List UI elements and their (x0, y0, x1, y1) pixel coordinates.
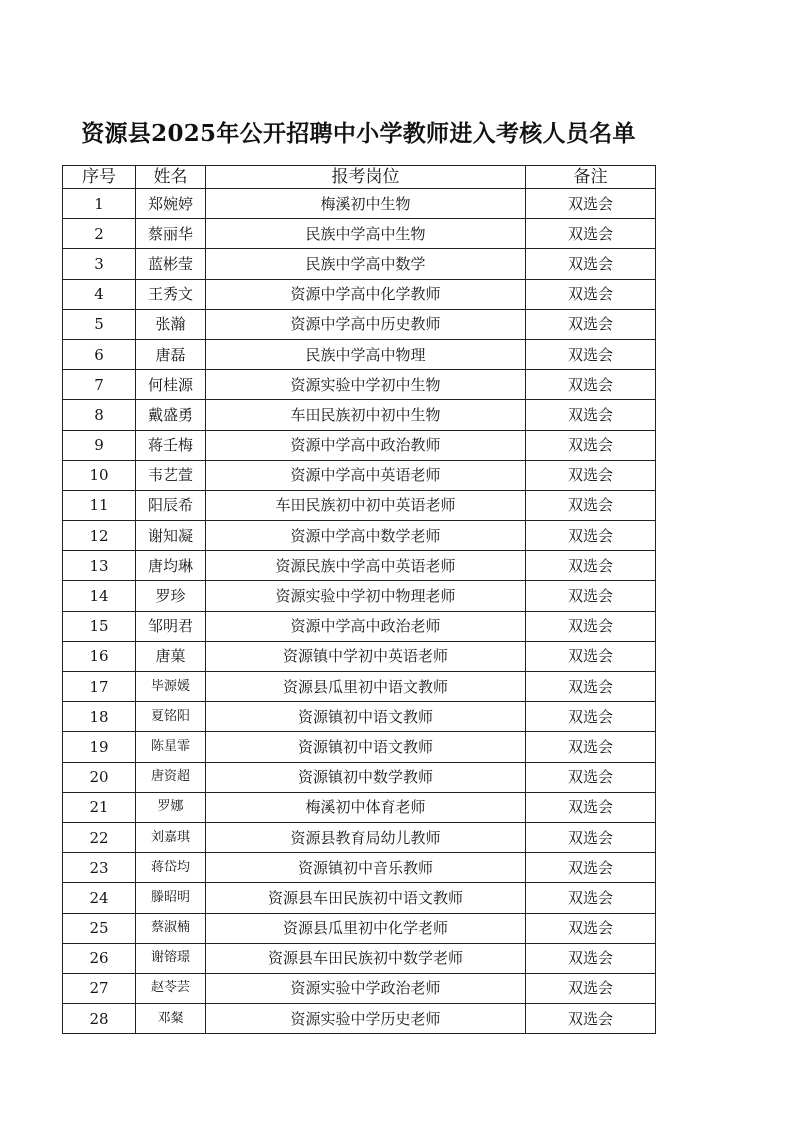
remark: 双选会 (526, 581, 656, 611)
candidate-name: 唐资超 (136, 762, 206, 792)
row-number: 23 (63, 853, 136, 883)
remark: 双选会 (526, 521, 656, 551)
applied-position: 资源中学高中历史教师 (206, 309, 526, 339)
remark: 双选会 (526, 1004, 656, 1034)
row-number: 25 (63, 913, 136, 943)
row-number: 1 (63, 189, 136, 219)
table-row (63, 913, 656, 943)
applied-position: 资源实验中学初中物理老师 (206, 581, 526, 611)
candidate-name: 邓粲 (136, 1004, 206, 1034)
row-number: 28 (63, 1004, 136, 1034)
row-number: 9 (63, 430, 136, 460)
row-number: 26 (63, 943, 136, 973)
row-number: 24 (63, 883, 136, 913)
table-header-row (63, 166, 656, 189)
remark: 双选会 (526, 792, 656, 822)
applied-position: 资源中学高中英语老师 (206, 460, 526, 490)
table-row (63, 883, 656, 913)
document-title: 资源县2025年公开招聘中小学教师进入考核人员名单 (81, 120, 636, 147)
applied-position: 资源民族中学高中英语老师 (206, 551, 526, 581)
applied-position: 资源中学高中数学老师 (206, 521, 526, 551)
remark: 双选会 (526, 611, 656, 641)
remark: 双选会 (526, 762, 656, 792)
candidate-name: 张瀚 (136, 309, 206, 339)
candidate-name: 陈星霏 (136, 732, 206, 762)
row-number: 7 (63, 370, 136, 400)
row-number: 13 (63, 551, 136, 581)
candidate-name: 谢镕璟 (136, 943, 206, 973)
applied-position: 资源中学高中政治老师 (206, 611, 526, 641)
candidate-name: 蔡淑楠 (136, 913, 206, 943)
remark: 双选会 (526, 943, 656, 973)
table-row (63, 611, 656, 641)
remark: 双选会 (526, 973, 656, 1003)
candidate-name: 唐磊 (136, 339, 206, 369)
remark: 双选会 (526, 309, 656, 339)
remark: 双选会 (526, 219, 656, 249)
candidate-name: 王秀文 (136, 279, 206, 309)
table-row (63, 792, 656, 822)
row-number: 11 (63, 490, 136, 520)
candidate-name: 罗娜 (136, 792, 206, 822)
table-row (63, 339, 656, 369)
remark: 双选会 (526, 249, 656, 279)
table-row (63, 219, 656, 249)
row-number: 6 (63, 339, 136, 369)
applied-position: 资源县教育局幼儿教师 (206, 822, 526, 852)
row-number: 18 (63, 702, 136, 732)
row-number: 8 (63, 400, 136, 430)
candidate-name: 滕昭明 (136, 883, 206, 913)
remark: 双选会 (526, 189, 656, 219)
header-remark: 备注 (526, 166, 656, 189)
remark: 双选会 (526, 702, 656, 732)
candidate-name: 刘嘉琪 (136, 822, 206, 852)
candidate-name: 罗珍 (136, 581, 206, 611)
applied-position: 梅溪初中生物 (206, 189, 526, 219)
table-row (63, 490, 656, 520)
table-row (63, 853, 656, 883)
table-row (63, 551, 656, 581)
remark: 双选会 (526, 370, 656, 400)
row-number: 14 (63, 581, 136, 611)
table-row (63, 641, 656, 671)
remark: 双选会 (526, 430, 656, 460)
remark: 双选会 (526, 672, 656, 702)
table-row (63, 762, 656, 792)
applied-position: 资源县瓜里初中语文教师 (206, 672, 526, 702)
candidate-name: 夏铭阳 (136, 702, 206, 732)
table-row (63, 672, 656, 702)
candidate-name: 邹明君 (136, 611, 206, 641)
table-row (63, 430, 656, 460)
row-number: 21 (63, 792, 136, 822)
candidate-name: 阳辰希 (136, 490, 206, 520)
candidate-name: 唐菓 (136, 641, 206, 671)
remark: 双选会 (526, 732, 656, 762)
applied-position: 资源实验中学初中生物 (206, 370, 526, 400)
row-number: 20 (63, 762, 136, 792)
remark: 双选会 (526, 490, 656, 520)
table-row (63, 460, 656, 490)
applied-position: 资源镇初中音乐教师 (206, 853, 526, 883)
header-no: 序号 (63, 166, 136, 189)
candidate-name: 蓝彬莹 (136, 249, 206, 279)
table-row (63, 400, 656, 430)
applied-position: 车田民族初中初中生物 (206, 400, 526, 430)
remark: 双选会 (526, 913, 656, 943)
table-row (63, 1004, 656, 1034)
applied-position: 车田民族初中初中英语老师 (206, 490, 526, 520)
applied-position: 资源实验中学历史老师 (206, 1004, 526, 1034)
remark: 双选会 (526, 551, 656, 581)
table-row (63, 370, 656, 400)
candidate-name: 蒋岱均 (136, 853, 206, 883)
table-row (63, 309, 656, 339)
candidate-name: 韦艺萱 (136, 460, 206, 490)
table-row (63, 702, 656, 732)
candidate-name: 蒋壬梅 (136, 430, 206, 460)
applied-position: 资源镇初中语文教师 (206, 732, 526, 762)
applied-position: 资源县车田民族初中数学老师 (206, 943, 526, 973)
candidate-name: 郑婉婷 (136, 189, 206, 219)
row-number: 19 (63, 732, 136, 762)
candidate-table (62, 165, 656, 1034)
row-number: 15 (63, 611, 136, 641)
applied-position: 资源镇初中语文教师 (206, 702, 526, 732)
remark: 双选会 (526, 279, 656, 309)
applied-position: 资源县车田民族初中语文教师 (206, 883, 526, 913)
candidate-name: 毕源媛 (136, 672, 206, 702)
remark: 双选会 (526, 400, 656, 430)
table-row (63, 189, 656, 219)
header-name: 姓名 (136, 166, 206, 189)
row-number: 3 (63, 249, 136, 279)
row-number: 2 (63, 219, 136, 249)
candidate-name: 何桂源 (136, 370, 206, 400)
table-row (63, 732, 656, 762)
row-number: 22 (63, 822, 136, 852)
row-number: 5 (63, 309, 136, 339)
table-row (63, 581, 656, 611)
applied-position: 资源县瓜里初中化学老师 (206, 913, 526, 943)
row-number: 10 (63, 460, 136, 490)
applied-position: 资源实验中学政治老师 (206, 973, 526, 1003)
table-row (63, 521, 656, 551)
remark: 双选会 (526, 460, 656, 490)
remark: 双选会 (526, 339, 656, 369)
applied-position: 资源镇初中数学教师 (206, 762, 526, 792)
row-number: 17 (63, 672, 136, 702)
remark: 双选会 (526, 853, 656, 883)
table-row (63, 973, 656, 1003)
table-row (63, 822, 656, 852)
remark: 双选会 (526, 883, 656, 913)
applied-position: 民族中学高中数学 (206, 249, 526, 279)
applied-position: 资源中学高中政治教师 (206, 430, 526, 460)
candidate-name: 赵苓芸 (136, 973, 206, 1003)
table-row (63, 279, 656, 309)
remark: 双选会 (526, 822, 656, 852)
table-row (63, 943, 656, 973)
remark: 双选会 (526, 641, 656, 671)
candidate-name: 戴盛勇 (136, 400, 206, 430)
applied-position: 资源中学高中化学教师 (206, 279, 526, 309)
applied-position: 梅溪初中体育老师 (206, 792, 526, 822)
row-number: 12 (63, 521, 136, 551)
candidate-name: 谢知凝 (136, 521, 206, 551)
applied-position: 民族中学高中物理 (206, 339, 526, 369)
applied-position: 资源镇中学初中英语老师 (206, 641, 526, 671)
row-number: 27 (63, 973, 136, 1003)
row-number: 4 (63, 279, 136, 309)
row-number: 16 (63, 641, 136, 671)
applied-position: 民族中学高中生物 (206, 219, 526, 249)
candidate-name: 唐均琳 (136, 551, 206, 581)
table-row (63, 249, 656, 279)
candidate-name: 蔡丽华 (136, 219, 206, 249)
header-position: 报考岗位 (206, 166, 526, 189)
